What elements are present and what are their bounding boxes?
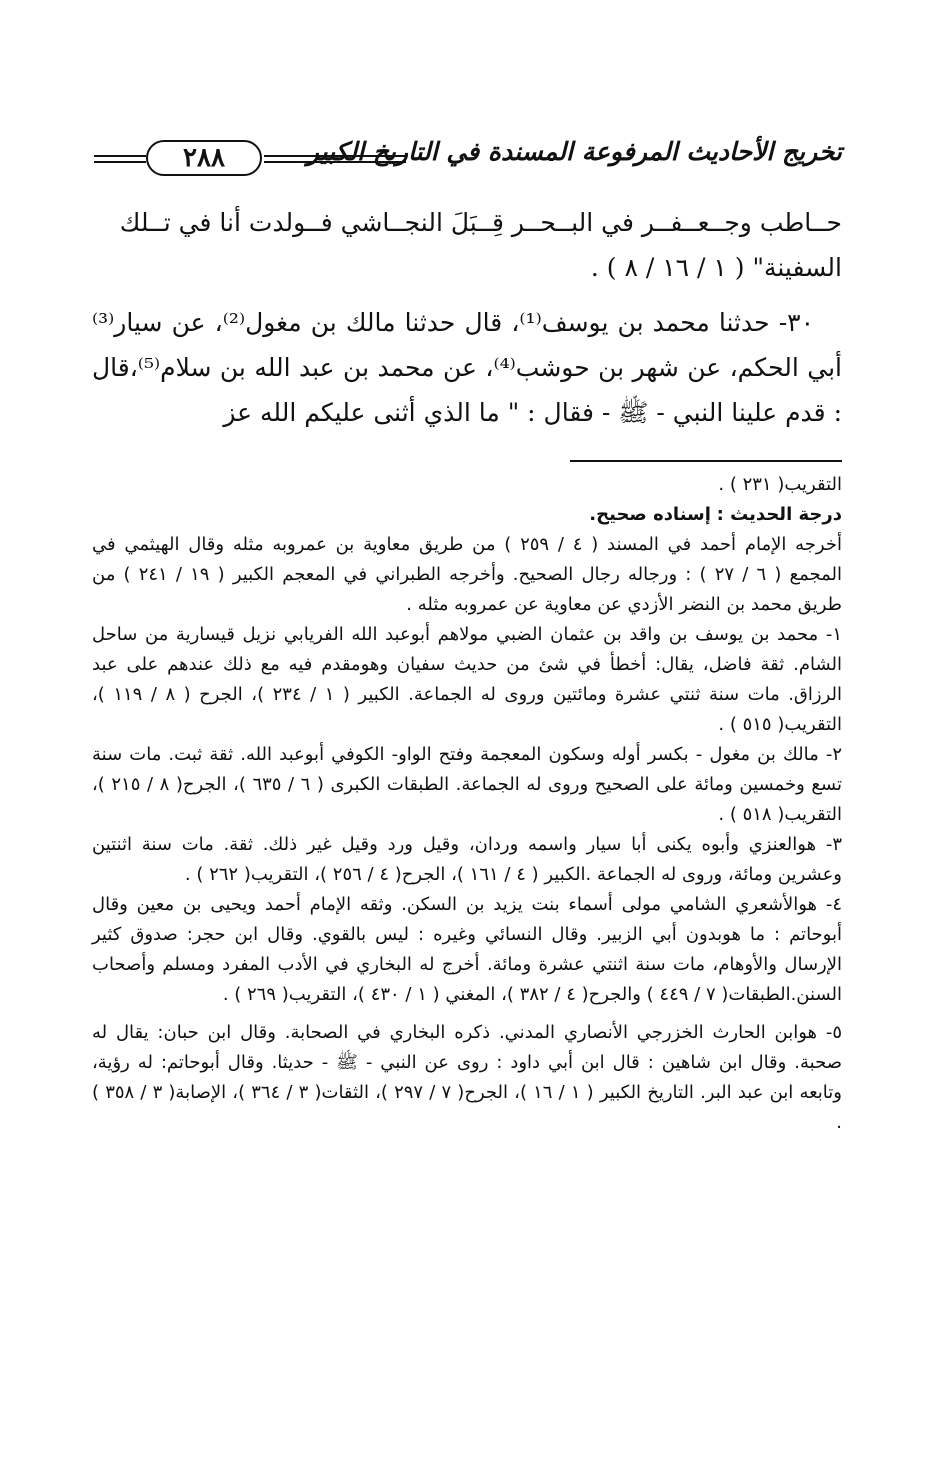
footnote-5: ٥- هوابن الحارث الخزرجي الأنصاري المدني. ذكره البخاري في الصحابة. وقال ابن حبان: يقال له صحبة. وقال ابن شاهين : قال ابن أبي داود : روى عن النبي - ﷺ - حديثا. وقال أبوحاتم: له رؤية، وتابعه ابن عبد البر. التاريخ الكبير ( ١ / ١٦ )، الجرح( ٧ / ٢٩٧ )، الثقات( ٣ / ٣٦٤ )، الإصابة( ٣ / ٣٥٨ ) . <box>92 1022 842 1133</box>
main-text-line: السفينة" ( ١ / ١٦ / ٨ ) . <box>590 253 842 282</box>
takhrij-paragraph: أخرجه الإمام أحمد في المسند ( ٤ / ٢٥٩ ) من طريق معاوية بن عمروبه مثله وقال الهيثمي في المجمع ( ٦ / ٢٧ ) : ورجاله رجال الصحيح. وأخرجه الطبراني في المعجم الكبير ( ١٩ / ٢٤١ ) من طريق محمد بن النضر الأزدي عن معاوية عن عمروبه مثله . <box>92 534 843 615</box>
header-rule <box>264 155 406 157</box>
page-number-frame <box>146 140 262 176</box>
main-text-line: حــاطب وجــعــفــر في البــحــر قِــبَلَ النجــاشي فــولدت أنا في تــلك <box>119 208 842 237</box>
header-rule <box>264 161 406 163</box>
footnote-1: ١- محمد بن يوسف بن واقد بن عثمان الضبي مولاهم أبوعبد الله الفريابي نزيل قيسارية من ساحل الشام. ثقة فاضل، يقال: أخطأ في شئ من حديث سفيان وهومقدم فيه مع ذلك عندهم على عبد الرزاق. مات سنة ثنتي عشرة ومائتين وروى له الجماعة. الكبير ( ١ / ٢٣٤ )، الجرح ( ٨ / ١١٩ )، التقريب( ٥١٥ ) . <box>92 624 843 735</box>
book-title: تخريج الأحاديث المرفوعة المسندة في التاريخ الكبير <box>306 137 842 166</box>
main-text <box>92 200 842 435</box>
header-rule <box>94 161 146 163</box>
hadith-30-paragraph: ٣٠- حدثنا محمد بن يوسف⁽¹⁾، قال حدثنا مالك بن مغول⁽²⁾، عن سيار⁽³⁾ أبي الحكم، عن شهر بن حوشب⁽⁴⁾، عن محمد بن عبد الله بن سلام⁽⁵⁾،قال : قدم علينا النبي - ﷺ - فقال : " ما الذي أثنى عليكم الله عز <box>92 308 842 427</box>
page-header <box>92 135 842 183</box>
grade-label: درجة الحديث : <box>716 504 842 525</box>
hadith-grade <box>92 500 842 530</box>
footnote-3: ٣- هوالعنزي وأبوه يكنى أبا سيار واسمه وردان، وقيل ورد وقيل غير ذلك. ثقة. مات سنة اثنتين وعشرين ومائة، وروى له الجماعة .الكبير ( ٤ / ١٦١ )، الجرح( ٤ / ٢٥٦ )، التقريب( ٢٦٢ ) . <box>92 834 842 885</box>
footnotes <box>92 470 842 1138</box>
footnote-2: ٢- مالك بن مغول - بكسر أوله وسكون المعجمة وفتح الواو- الكوفي أبوعبد الله. ثقة ثبت. مات سنة تسع وخمسين ومائة على الصحيح وروى له الجماعة. الطبقات الكبرى ( ٦ / ٦٣٥ )، الجرح( ٨ / ٢١٥ )، التقريب( ٥١٨ ) . <box>92 744 842 825</box>
footnote-4: ٤- هوالأشعري الشامي مولى أسماء بنت يزيد بن السكن. وثقه الإمام أحمد ويحيى بن معين وقال أبوحاتم : ما هوبدون أبي الزبير. وقال النسائي وغيره : ليس بالقوي. وقال ابن حجر: صدوق كثير الإرسال والأوهام، مات سنة اثنتي عشرة ومائة. أخرج له البخاري في الأدب المفرد ومسلم وأصحاب السنن.الطبقات( ٧ / ٤٤٩ ) والجرح( ٤ / ٣٨٢ )، المغني ( ١ / ٤٣٠ )، التقريب( ٢٦٩ ) . <box>92 894 842 1005</box>
header-rule <box>94 155 146 157</box>
grade-value: إسناده صحيح. <box>589 504 711 525</box>
footnote-continuation: التقريب( ٢٣١ ) . <box>718 474 842 495</box>
footnote-separator <box>570 460 842 462</box>
page-number: ٢٨٨ <box>183 143 225 173</box>
